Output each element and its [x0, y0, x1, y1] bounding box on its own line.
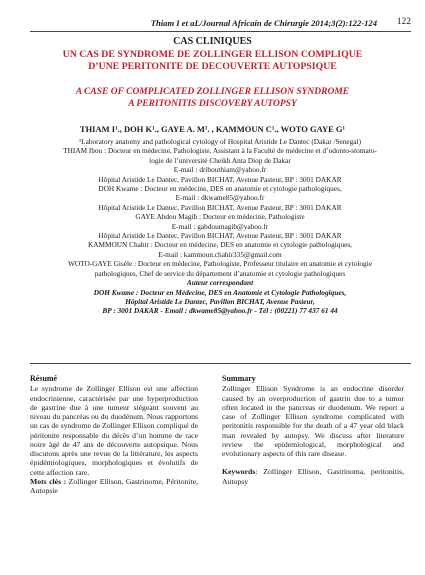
- abstract-divider: [30, 363, 411, 364]
- doh-affiliation: DOH Kwame : Docteur en médecine, DES en anatomie et cytologie pathologiques,: [98, 184, 342, 194]
- resume-column: [30, 374, 198, 495]
- woto-affiliation-1: WOTO-GAYE Gisèle : Docteur en médecine, Pathologiste, Professeur titulaire en anatomie et cytologie: [68, 259, 372, 269]
- thiam-affiliation-2: logie de l’université Cheikh Anta Diop de Dakar: [149, 155, 291, 165]
- summary-body: Zollinger Ellison Syndrome is an endocrine disorder caused by an overproduction of gastrin due to a tumor often located in the pancreas or duodenum. We report a case of Zollinger Ellison syndrome complicated with peritonitis responsible for the death of a 47 year old black man revealed by autopsy. We discuss after literature review the epidemiological, morphological and evolutionary aspects of this rare disease.: [222, 384, 404, 458]
- gaye-hospital: Hôpital Aristide Le Dantec, Pavillon BICHAT, Avenue Pasteur, BP : 3001 DAKAR: [98, 202, 342, 212]
- doh-hospital: Hôpital Aristide Le Dantec, Pavillon BICHAT, Avenue Pasteur, BP : 3001 DAKAR: [98, 174, 342, 184]
- kammoun-affiliation: KAMMOUN Chahir : Docteur en médecine, DES en anatomie et cytologie pathologiques,: [87, 240, 353, 250]
- corresponding-line-2: Hôpital Aristide Le Dantec, Pavillon BICHAT, Avenue Pasteur,: [125, 296, 315, 306]
- resume-keywords-label: Mots clés :: [30, 476, 67, 486]
- summary-keywords-label: Keywords: [222, 467, 256, 477]
- thiam-email: E-mail : dribouthiam@yahoo.fr: [173, 165, 267, 175]
- header-divider: [30, 31, 411, 32]
- journal-citation: Thiam I et aL/Journal Africain de Chirurgie 2014;3(2):122-124: [150, 18, 377, 28]
- author-list: THIAM I¹., DOH K¹., GAYE A. M¹. , KAMMOUN C¹., WOTO GAYE G¹: [79, 124, 346, 134]
- running-header: [30, 18, 411, 30]
- resume-keywords: [30, 477, 198, 496]
- affiliations-block: [30, 137, 410, 316]
- title-french-line-2: D’UNE PERITONITE DE DECOUVERTE AUTOPSIQUE: [88, 61, 337, 72]
- kammoun-email: E-mail : kammoun.chahir335@gmail.com: [158, 249, 282, 259]
- title-french-line-1: UN CAS DE SYNDROME DE ZOLLINGER ELLISON COMPLIQUE: [62, 49, 363, 60]
- gaye-email: E-mail : gabdoumagib@yahoo.fr: [171, 221, 269, 231]
- summary-heading: Summary: [222, 374, 256, 383]
- gaye-affiliation: GAYE Abdou Magib : Docteur en médecine, Pathologiste: [135, 212, 305, 222]
- page-number: 122: [396, 17, 411, 27]
- resume-keywords-text: Zollinger Ellison, Gastrinome, Péritonite, Autopsie: [30, 476, 198, 495]
- summary-keywords-text: : Zollinger Ellison, Gastrinoma, peritonitis, Autopsy: [222, 467, 404, 486]
- title-english: [0, 86, 425, 110]
- doh-email: E-mail : dkwame85@yahoo.fr: [175, 193, 265, 203]
- kammoun-hospital: Hôpital Aristide Le Dantec, Pavillon BICHAT, Avenue Pasteur, BP : 3001 DAKAR: [98, 231, 342, 241]
- title-english-line-2: A PERITONITIS DISCOVERY AUTOPSY: [128, 99, 297, 109]
- summary-column: [222, 374, 404, 486]
- thiam-affiliation-1: THIAM Ibou : Docteur en médecine, Pathologiste, Assistant à la Faculté de médecine et d’odonto-stomato-: [63, 146, 377, 156]
- corresponding-line-1: DOH Kwame : Docteur en Médecine, DES en Anatomie et Cytologie Pathologiques,: [93, 287, 347, 297]
- lab-affiliation: ¹Laboratory anatomy and pathological cytology of Hospital Aristide Le Dantec (Dakar /Senegal): [78, 137, 361, 146]
- woto-affiliation-2: pathologiques, Chef de service du département d’anatomie et cytologie pathologiques: [94, 268, 346, 278]
- resume-heading: Résumé: [30, 374, 58, 383]
- corresponding-line-3: BP : 3001 DAKAR - Email : dkwame85@yahoo.fr - Tél : (00221) 77 437 61 44: [102, 306, 338, 316]
- title-french: [0, 49, 425, 73]
- section-category: CAS CLINIQUES: [173, 36, 252, 47]
- resume-body: Le syndrome de Zollinger Ellison est une affection endocrinienne, caractérisée par une hyperproduction de gastrine due à une tumeur siégeant souvent au niveau du pancréas ou du duodénum. Nous rapportons un cas de syndrome de Zollinger Ellison compliqué de péritonite responsable du décès d’un homme de race noire âgé de 47 ans de découverte autopsique. Nous discutons après une revue de la littérature, les aspects épidémiologiques, morphologiques et évolutifs de cette affection rare.: [30, 384, 198, 477]
- corresponding-label: Auteur correspondant: [186, 278, 254, 288]
- summary-keywords: [222, 467, 404, 486]
- title-english-line-1: A CASE OF COMPLICATED ZOLLINGER ELLISON SYNDROME: [75, 87, 350, 97]
